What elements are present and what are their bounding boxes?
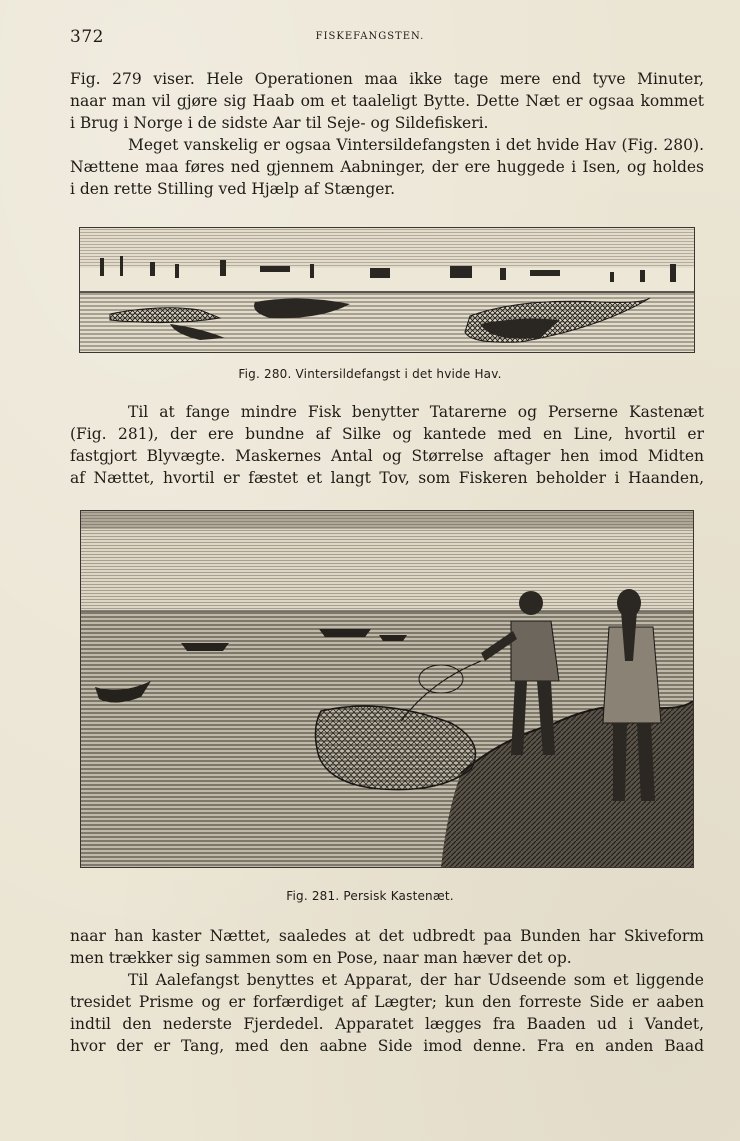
- figure-280-caption: Fig. 280. Vintersildefangst i det hvide Hav.: [238, 367, 502, 381]
- text-line: af Nættet, hvortil er fæstet et langt Tov, som Fiskeren beholder i Haanden,: [70, 469, 704, 487]
- figure-281-engraving: [80, 510, 694, 868]
- paragraph-5: [70, 969, 704, 1057]
- paragraph-1: [70, 68, 704, 134]
- text-line: Fig. 279 viser. Hele Operationen maa ikke tage mere end tyve Minuter,: [70, 70, 704, 88]
- text-line: Nættene maa føres ned gjennem Aabninger, der ere huggede i Isen, og holdes: [70, 158, 704, 176]
- text-line: (Fig. 281), der ere bundne af Silke og kantede med en Line, hvortil er: [70, 425, 704, 443]
- page-number: 372: [70, 27, 104, 47]
- paragraph-2: [70, 134, 704, 200]
- paragraph-3: [70, 401, 704, 489]
- persian-cast-net-illustration: [81, 511, 693, 867]
- text-line: i den rette Stilling ved Hjælp af Stænger.: [70, 180, 396, 198]
- text-line: tresidet Prisme og er forfærdiget af Lægter; kun den forreste Side er aaben: [70, 993, 704, 1011]
- text-line: naar man vil gjøre sig Haab om et taaleligt Bytte. Dette Næt er ogsaa kommet: [70, 92, 704, 110]
- winter-herring-fishing-illustration: [80, 228, 694, 352]
- figure-280-engraving: [79, 227, 695, 353]
- text-line: Til at fange mindre Fisk benytter Tatarerne og Perserne Kastenæt: [128, 403, 704, 421]
- figure-281-caption: Fig. 281. Persisk Kastenæt.: [286, 889, 454, 903]
- text-line: i Brug i Norge i de sidste Aar til Seje- og Sildefiskeri.: [70, 114, 489, 132]
- text-line: men trækker sig sammen som en Pose, naar man hæver det op.: [70, 949, 572, 967]
- running-head: FISKEFANGSTEN.: [315, 31, 425, 42]
- text-line: Meget vanskelig er ogsaa Vintersildefangsten i det hvide Hav (Fig. 280).: [128, 136, 704, 154]
- paragraph-4: [70, 925, 704, 969]
- text-line: fastgjort Blyvægte. Maskernes Antal og Størrelse aftager hen imod Midten: [70, 447, 704, 465]
- text-line: Til Aalefangst benyttes et Apparat, der har Udseende som et liggende: [128, 971, 704, 989]
- text-line: hvor der er Tang, med den aabne Side imod denne. Fra en anden Baad: [70, 1037, 704, 1055]
- text-line: indtil den nederste Fjerdedel. Apparatet lægges fra Baaden ud i Vandet,: [70, 1015, 704, 1033]
- text-line: naar han kaster Nættet, saaledes at det udbredt paa Bunden har Skiveform: [70, 927, 704, 945]
